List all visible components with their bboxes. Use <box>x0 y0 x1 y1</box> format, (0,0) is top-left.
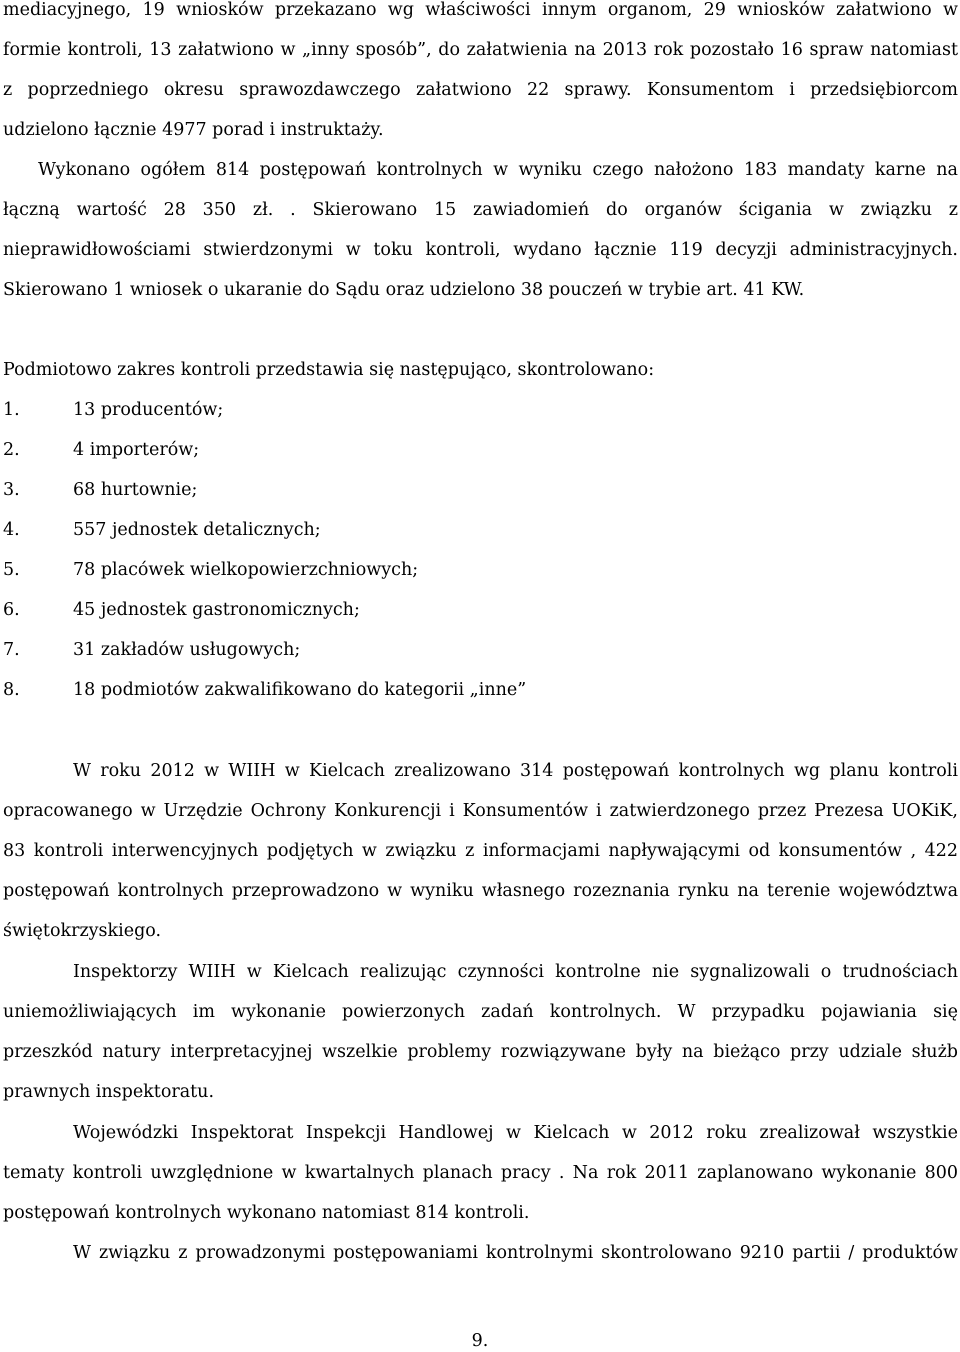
list-item-number: 8. <box>3 680 20 700</box>
page-number: 9. <box>471 1331 489 1351</box>
paragraph-line: W związku z prowadzonymi postępowaniami kontrolnymi skontrolowano 9210 partii / produktów <box>73 1243 958 1263</box>
paragraph-line: formie kontroli, 13 załatwiono w „inny sposób”, do załatwienia na 2013 rok pozostało 16 spraw natomiast <box>3 40 958 60</box>
paragraph-line: tematy kontroli uwzględnione w kwartalnych planach pracy . Na rok 2011 zaplanowano wykonanie 800 <box>3 1163 958 1183</box>
list-item-number: 1. <box>3 400 20 420</box>
paragraph-line: opracowanego w Urzędzie Ochrony Konkurencji i Konsumentów i zatwierdzonego przez Prezesa UOKiK, <box>3 801 958 821</box>
paragraph-line: Inspektorzy WIIH w Kielcach realizując czynności kontrolne nie sygnalizowali o trudnościach <box>73 962 958 982</box>
list-item-text: 13 producentów; <box>73 400 224 420</box>
list-item-number: 6. <box>3 600 20 620</box>
list-item-text: 68 hurtownie; <box>73 480 198 500</box>
list-item-text: 557 jednostek detalicznych; <box>73 520 321 540</box>
paragraph-line: mediacyjnego, 19 wniosków przekazano wg właściwości innym organom, 29 wniosków załatwiono w <box>3 0 958 20</box>
paragraph-line: świętokrzyskiego. <box>3 921 162 941</box>
paragraph-line: łączną wartość 28 350 zł. . Skierowano 15 zawiadomień do organów ścigania w związku z <box>3 200 958 220</box>
paragraph-line: z poprzedniego okresu sprawozdawczego załatwiono 22 sprawy. Konsumentom i przedsiębiorcom <box>3 80 958 100</box>
list-item-text: 4 importerów; <box>73 440 200 460</box>
list-item-number: 5. <box>3 560 20 580</box>
paragraph-line: Wojewódzki Inspektorat Inspekcji Handlowej w Kielcach w 2012 roku zrealizował wszystkie <box>73 1123 958 1143</box>
paragraph-line: W roku 2012 w WIIH w Kielcach zrealizowano 314 postępowań kontrolnych wg planu kontroli <box>73 761 958 781</box>
paragraph-line: nieprawidłowościami stwierdzonymi w toku kontroli, wydano łącznie 119 decyzji administracyjnych. <box>3 240 958 260</box>
paragraph-line: Wykonano ogółem 814 postępowań kontrolnych w wyniku czego nałożono 183 mandaty karne na <box>38 160 958 180</box>
list-item-text: 78 placówek wielkopowierzchniowych; <box>73 560 419 580</box>
paragraph-line: postępowań kontrolnych wykonano natomiast 814 kontroli. <box>3 1203 530 1223</box>
list-intro: Podmiotowo zakres kontroli przedstawia się następująco, skontrolowano: <box>3 360 655 380</box>
paragraph-line: postępowań kontrolnych przeprowadzono w wyniku własnego rozeznania rynku na terenie województwa <box>3 881 958 901</box>
list-item-number: 2. <box>3 440 20 460</box>
paragraph-line: udzielono łącznie 4977 porad i instruktaży. <box>3 120 384 140</box>
list-item-number: 7. <box>3 640 20 660</box>
list-item-text: 18 podmiotów zakwalifikowano do kategorii „inne” <box>73 680 527 700</box>
list-item-text: 45 jednostek gastronomicznych; <box>73 600 360 620</box>
paragraph-line: uniemożliwiających im wykonanie powierzonych zadań kontrolnych. W przypadku pojawiania się <box>3 1002 958 1022</box>
list-item-text: 31 zakładów usługowych; <box>73 640 301 660</box>
list-item-number: 4. <box>3 520 20 540</box>
paragraph-line: Skierowano 1 wniosek o ukaranie do Sądu oraz udzielono 38 pouczeń w trybie art. 41 KW. <box>3 280 805 300</box>
paragraph-line: prawnych inspektoratu. <box>3 1082 215 1102</box>
paragraph-line: 83 kontroli interwencyjnych podjętych w związku z informacjami napływającymi od konsumentów , 422 <box>3 841 958 861</box>
paragraph-line: przeszkód natury interpretacyjnej wszelkie problemy rozwiązywane były na bieżąco przy udziale służb <box>3 1042 958 1062</box>
list-item-number: 3. <box>3 480 20 500</box>
